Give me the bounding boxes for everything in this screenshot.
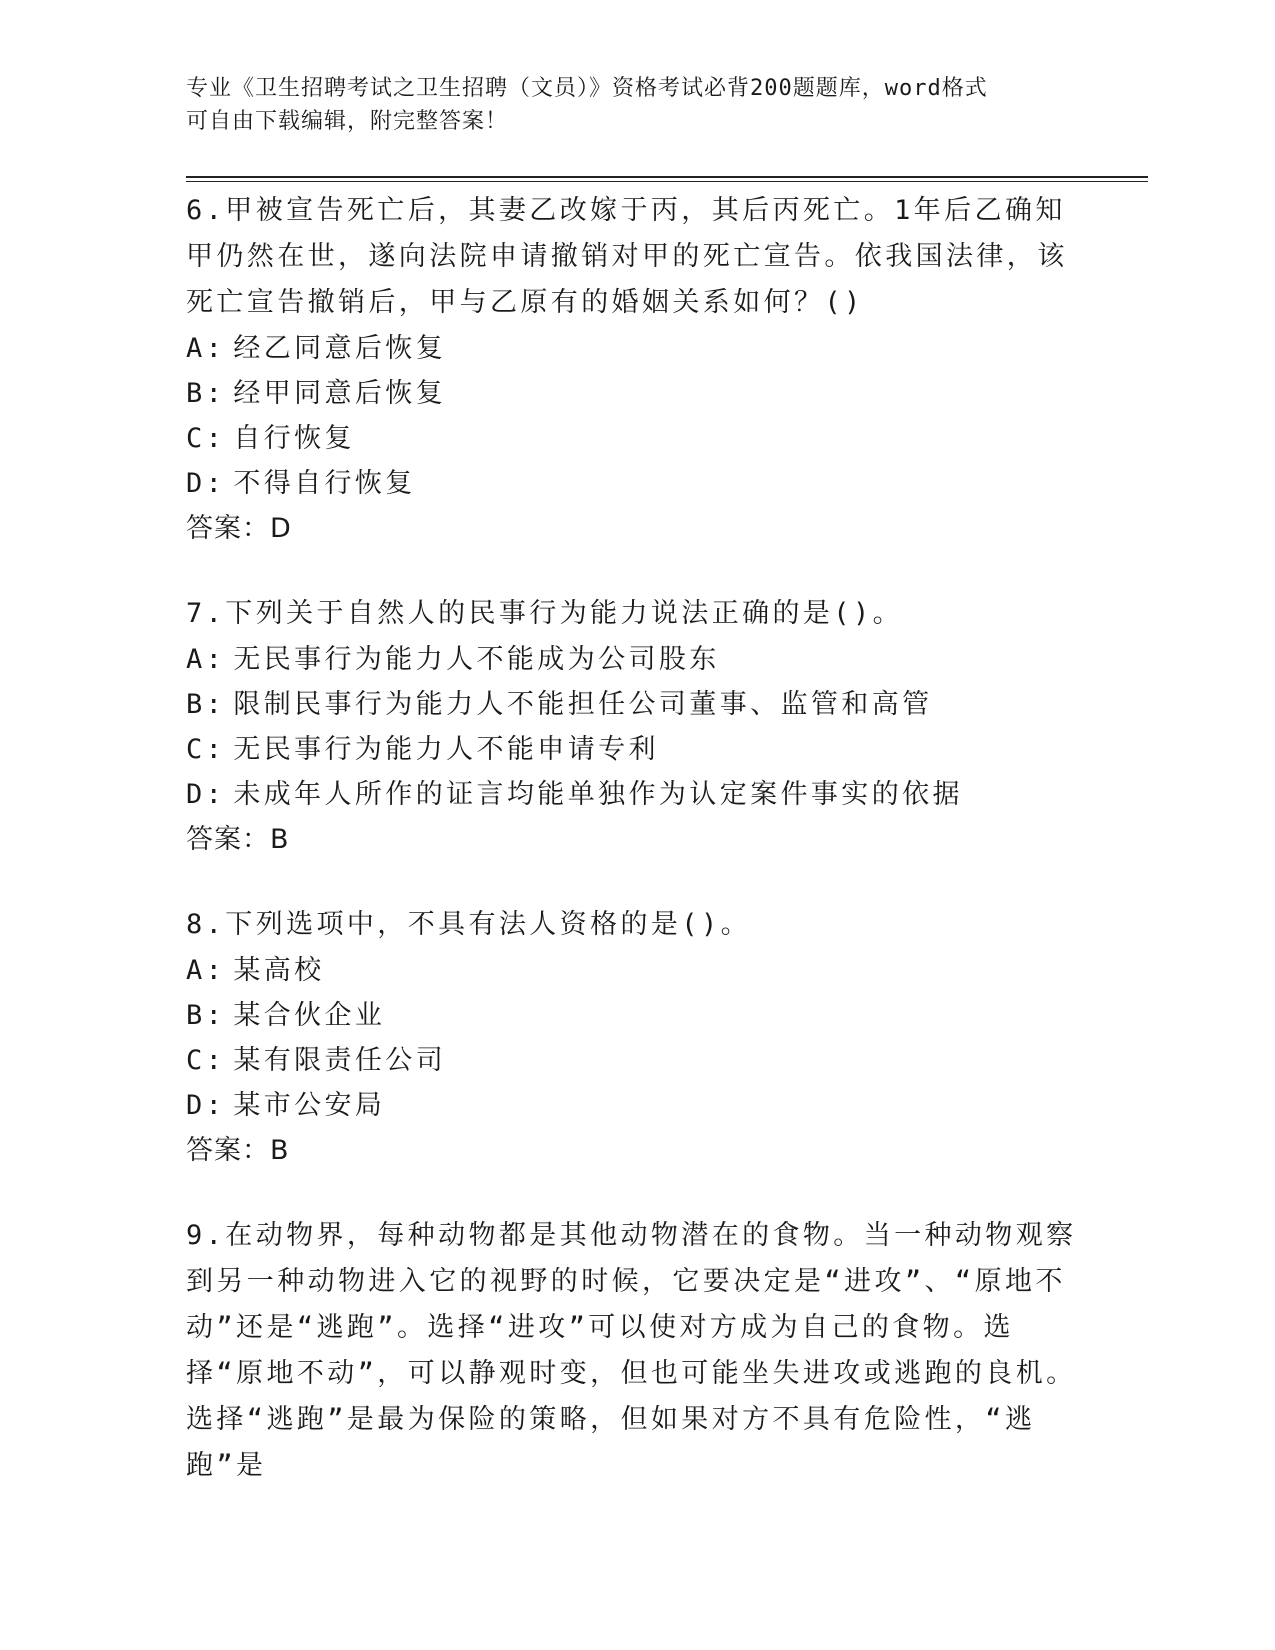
option-text: 无民事行为能力人不能申请专利 [233,734,659,765]
option-text: 不得自行恢复 [233,468,416,499]
header-title-line2: 可自由下载编辑，附完整答案！ [186,109,509,134]
option-text: 某有限责任公司 [233,1045,447,1076]
question-text: 8.下列选项中，不具有法人资格的是()。 [186,909,752,940]
option-letter: B [186,689,206,720]
option-text: 自行恢复 [233,423,355,454]
option-separator: : [205,378,226,409]
option-text: 经乙同意后恢复 [233,333,447,364]
header-divider [186,176,1148,178]
question-text: 7.下列关于自然人的民事行为能力说法正确的是()。 [186,598,904,629]
option-separator: : [205,468,226,499]
option-d [186,461,1086,506]
option-letter: D [186,468,206,499]
spacer [186,862,1086,902]
option-b [186,371,1086,416]
option-letter: A [186,333,206,364]
option-a [186,948,1086,993]
option-text: 某合伙企业 [233,1000,386,1031]
option-separator: : [205,779,226,810]
option-c [186,416,1086,461]
question-7 [186,591,1086,862]
option-letter: B [186,1000,206,1031]
option-d [186,772,1086,817]
option-c [186,727,1086,772]
option-letter: C [186,1045,206,1076]
option-separator: : [205,423,226,454]
question-list [186,188,1086,1489]
answer-label: 答案：B [186,1135,290,1166]
option-letter: D [186,1090,206,1121]
option-separator: : [205,1045,226,1076]
answer-label: 答案：B [186,824,290,855]
option-letter: D [186,779,206,810]
option-text: 未成年人所作的证言均能单独作为认定案件事实的依据 [233,779,963,810]
option-a [186,637,1086,682]
question-text: 6.甲被宣告死亡后，其妻乙改嫁于丙，其后丙死亡。1年后乙确知甲仍然在世，遂向法院申请撤销对甲的死亡宣告。依我国法律，该死亡宣告撤销后，甲与乙原有的婚姻关系如何？() [186,195,1068,318]
option-letter: C [186,734,206,765]
option-b [186,993,1086,1038]
question-text: 9.在动物界，每种动物都是其他动物潜在的食物。当一种动物观察到另一种动物进入它的视野的时候，它要决定是“进攻”、“原地不动”还是“逃跑”。选择“进攻”可以使对方成为自己的食物。选择“原地不动”，可以静观时变，但也可能坐失进攻或逃跑的良机。选择“逃跑”是最为保险的策略，但如果对方不具有危险性，“逃跑”是 [186,1220,1077,1481]
option-text: 某市公安局 [233,1090,386,1121]
document-header [186,72,1066,138]
question-6 [186,188,1086,551]
option-text: 某高校 [233,955,325,986]
spacer [186,1173,1086,1213]
header-title-line1: 专业《卫生招聘考试之卫生招聘（文员）》资格考试必背200题题库，word格式 [186,76,988,101]
option-separator: : [205,1000,226,1031]
option-separator: : [205,734,226,765]
option-text: 无民事行为能力人不能成为公司股东 [233,644,720,675]
option-c [186,1038,1086,1083]
option-b [186,682,1086,727]
option-text: 限制民事行为能力人不能担任公司董事、监管和高管 [233,689,933,720]
option-separator: : [205,644,226,675]
option-letter: A [186,644,206,675]
header-divider-thin [186,181,1148,182]
option-separator: : [205,955,226,986]
option-letter: C [186,423,206,454]
answer-label: 答案：D [186,513,292,544]
option-separator: : [205,689,226,720]
option-separator: : [205,1090,226,1121]
option-a [186,326,1086,371]
option-letter: B [186,378,206,409]
spacer [186,551,1086,591]
question-9 [186,1213,1086,1489]
option-separator: : [205,333,226,364]
option-d [186,1083,1086,1128]
question-8 [186,902,1086,1173]
option-text: 经甲同意后恢复 [233,378,447,409]
option-letter: A [186,955,206,986]
